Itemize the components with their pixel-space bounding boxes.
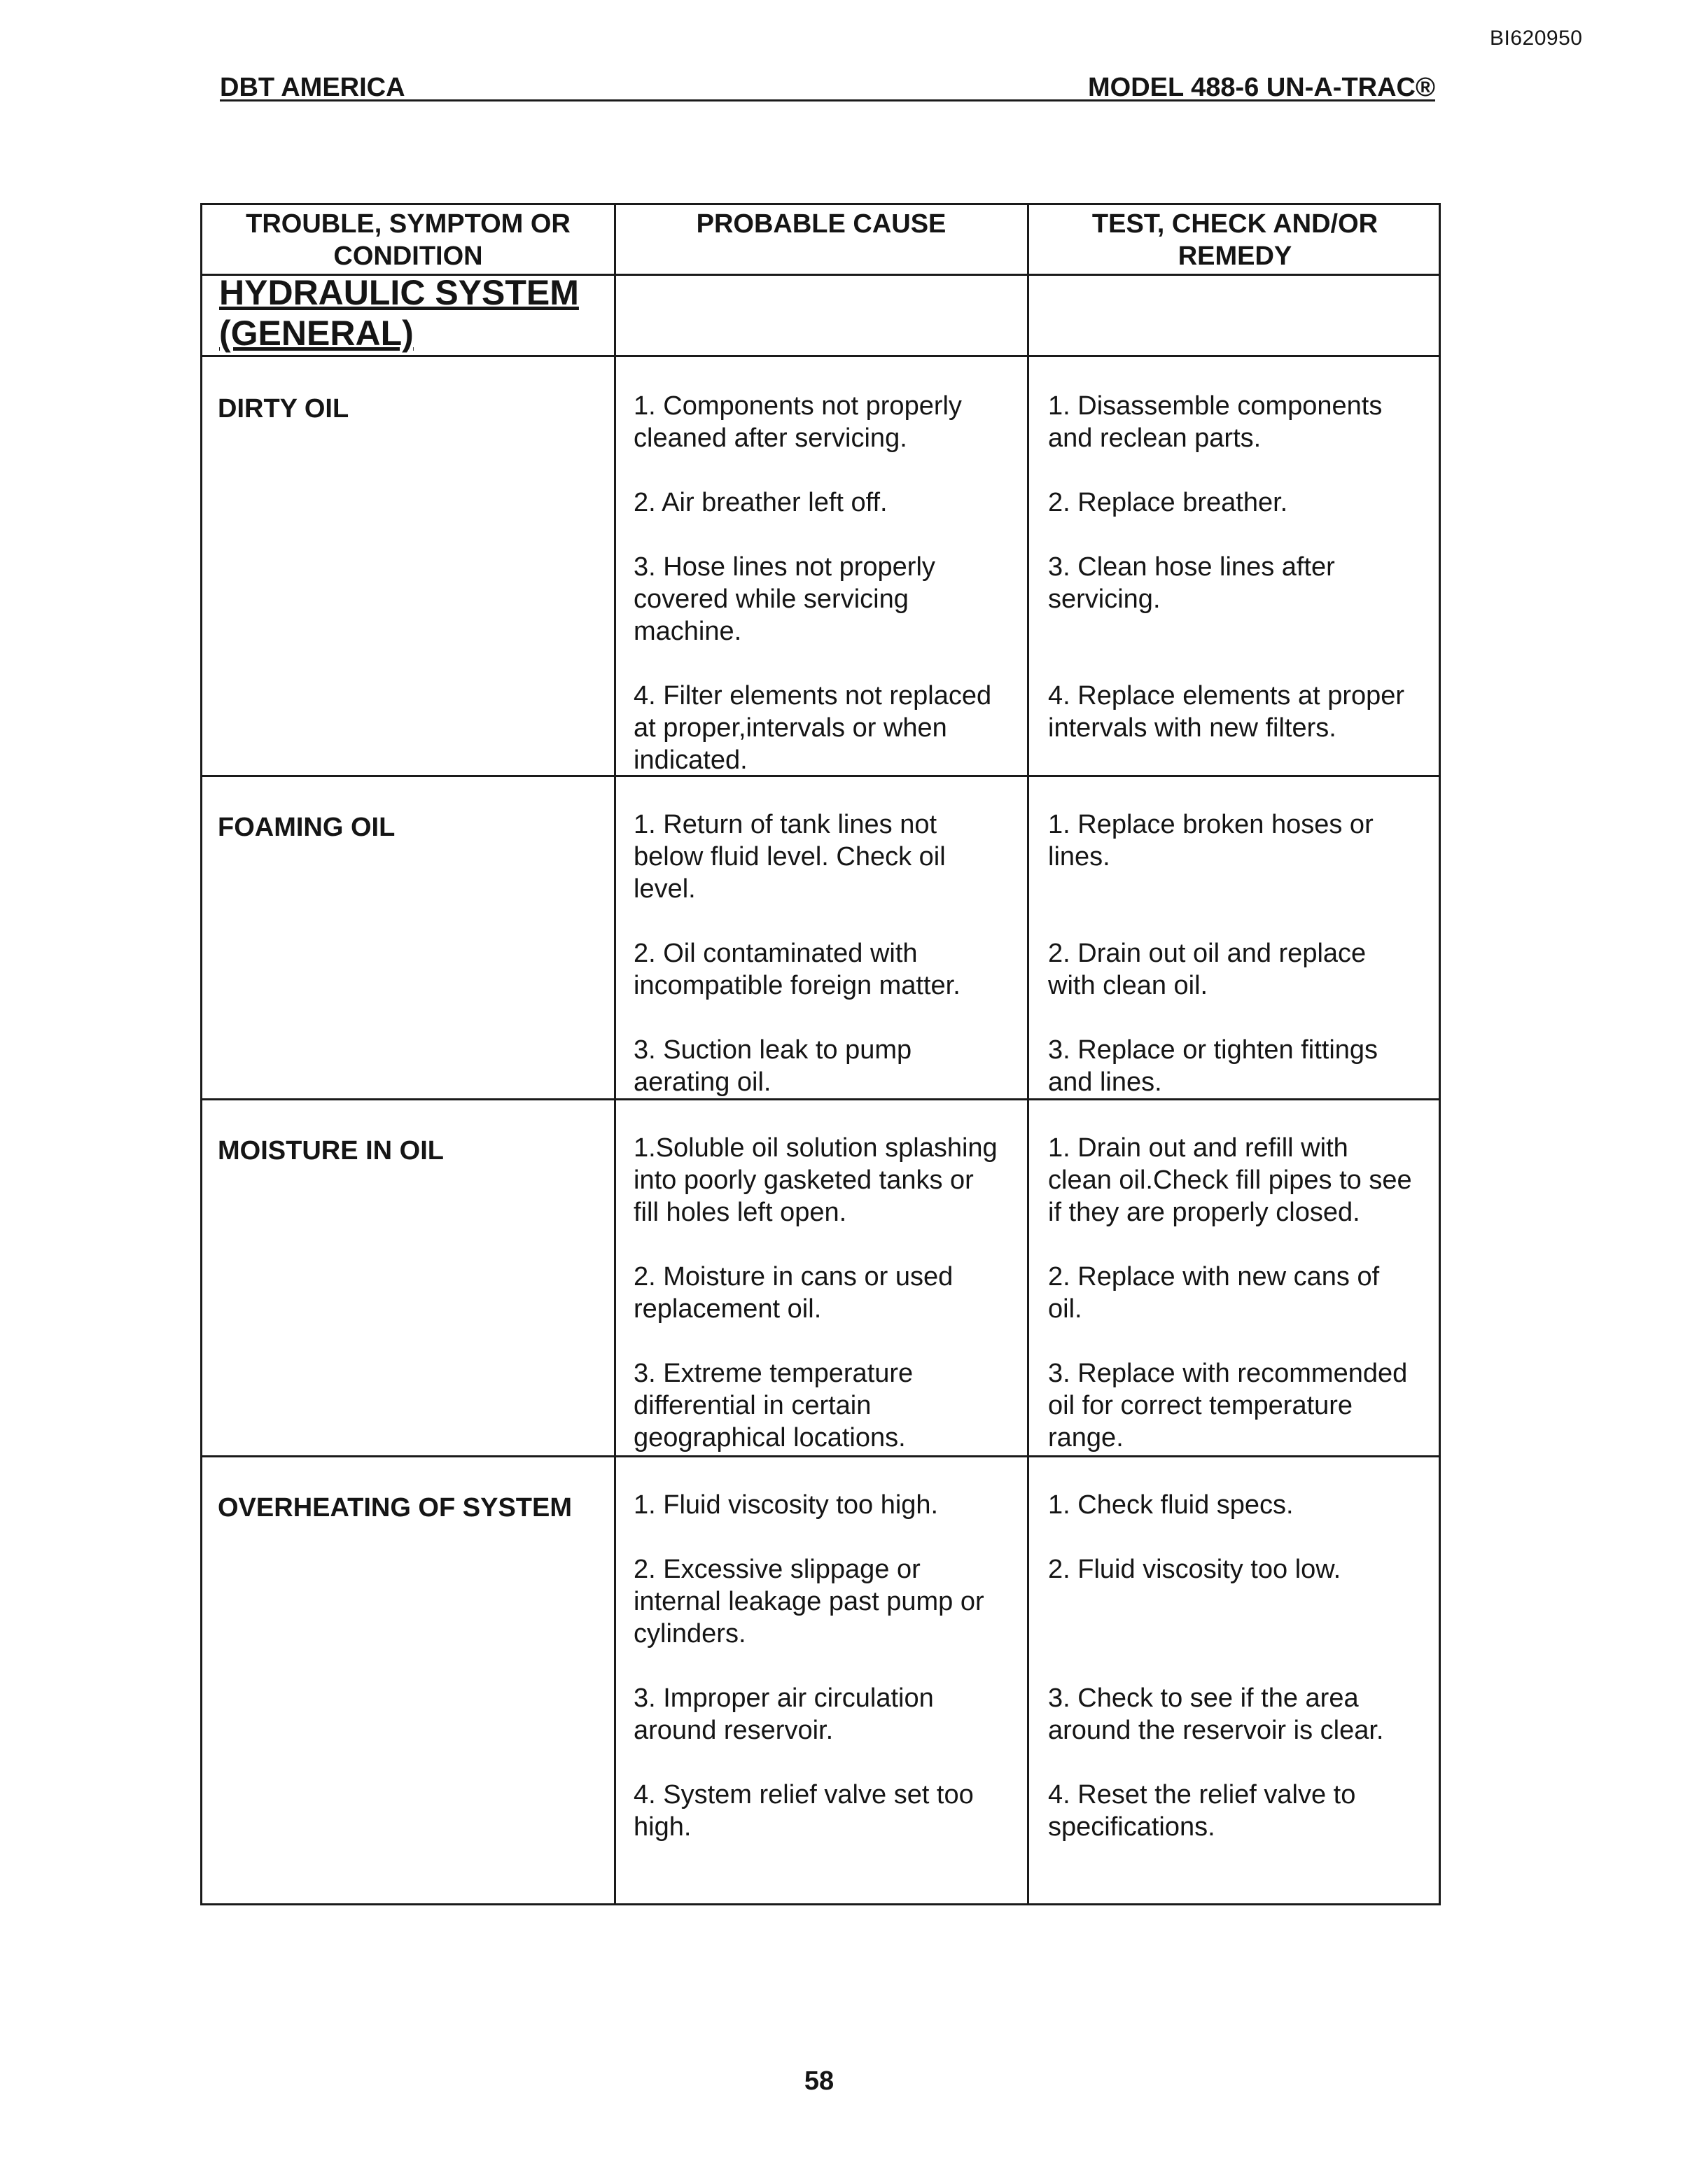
section-title: HYDRAULIC SYSTEM (GENERAL)	[219, 273, 579, 353]
cause-cell: 3. Improper air circulation around reservoir.	[634, 1684, 934, 1745]
troubleshooting-table	[200, 203, 1441, 1905]
cause-cell: 1. Return of tank lines not below fluid level. Check oil level.	[634, 810, 946, 904]
group-divider-3	[202, 1455, 1439, 1457]
column-header-cause: PROBABLE CAUSE	[696, 209, 947, 239]
cause-cell: 2. Air breather left off.	[634, 488, 888, 517]
remedy-cell: 2. Drain out oil and replace with clean oil.	[1048, 939, 1367, 1000]
remedy-cell: 2. Fluid viscosity too low.	[1048, 1555, 1341, 1584]
cause-cell: 2. Excessive slippage or internal leakage past pump or cylinders.	[634, 1555, 984, 1648]
page-number: 58	[804, 2066, 834, 2096]
cause-cell: 1.Soluble oil solution splashing into poorly gasketed tanks or fill holes left open.	[634, 1133, 998, 1227]
header-model: MODEL 488-6 UN-A-TRAC®	[1087, 73, 1435, 102]
remedy-cell: 3. Replace or tighten fittings and lines.	[1048, 1035, 1378, 1097]
group-divider-2	[202, 1098, 1439, 1100]
cause-cell: 2. Moisture in cans or used replacement oil.	[634, 1262, 954, 1324]
remedy-cell: 3. Clean hose lines after servicing.	[1048, 552, 1335, 614]
cause-cell: 3. Suction leak to pump aerating oil.	[634, 1035, 912, 1097]
cause-cell: 2. Oil contaminated with incompatible foreign matter.	[634, 939, 961, 1000]
group-label: FOAMING OIL	[218, 813, 396, 842]
remedy-cell: 3. Check to see if the area around the reservoir is clear.	[1048, 1684, 1384, 1745]
section-row-divider	[202, 355, 1439, 357]
remedy-cell: 1. Replace broken hoses or lines.	[1048, 810, 1374, 872]
cause-cell: 4. System relief valve set too high.	[634, 1780, 974, 1842]
column-divider-1	[614, 205, 616, 1903]
remedy-cell: 1. Drain out and refill with clean oil.Check fill pipes to see if they are properly closed.	[1048, 1133, 1412, 1227]
remedy-cell: 2. Replace breather.	[1048, 488, 1288, 517]
column-divider-2	[1027, 205, 1029, 1903]
remedy-cell: 1. Check fluid specs.	[1048, 1490, 1294, 1520]
group-label: MOISTURE IN OIL	[218, 1136, 444, 1166]
cause-cell: 4. Filter elements not replaced at proper,intervals or when indicated.	[634, 681, 992, 775]
cause-cell: 1. Fluid viscosity too high.	[634, 1490, 939, 1520]
remedy-cell: 2. Replace with new cans of oil.	[1048, 1262, 1380, 1324]
cause-cell: 1. Components not properly cleaned after servicing.	[634, 391, 962, 453]
remedy-cell: 4. Reset the relief valve to specifications.	[1048, 1780, 1356, 1842]
column-header-trouble: TROUBLE, SYMPTOM OR CONDITION	[246, 209, 571, 271]
cause-cell: 3. Extreme temperature differential in certain geographical locations.	[634, 1359, 914, 1452]
document-id: BI620950	[1490, 27, 1583, 50]
group-label: DIRTY OIL	[218, 394, 349, 424]
cause-cell: 3. Hose lines not properly covered while servicing machine.	[634, 552, 935, 646]
header-rule	[220, 99, 1435, 102]
remedy-cell: 1. Disassemble components and reclean parts.	[1048, 391, 1383, 453]
remedy-cell: 3. Replace with recommended oil for correct temperature range.	[1048, 1359, 1408, 1452]
remedy-cell: 4. Replace elements at proper intervals with new filters.	[1048, 681, 1405, 743]
group-label: OVERHEATING OF SYSTEM	[218, 1493, 573, 1522]
header-company: DBT AMERICA	[220, 73, 405, 102]
column-header-remedy: TEST, CHECK AND/OR REMEDY	[1091, 209, 1378, 271]
